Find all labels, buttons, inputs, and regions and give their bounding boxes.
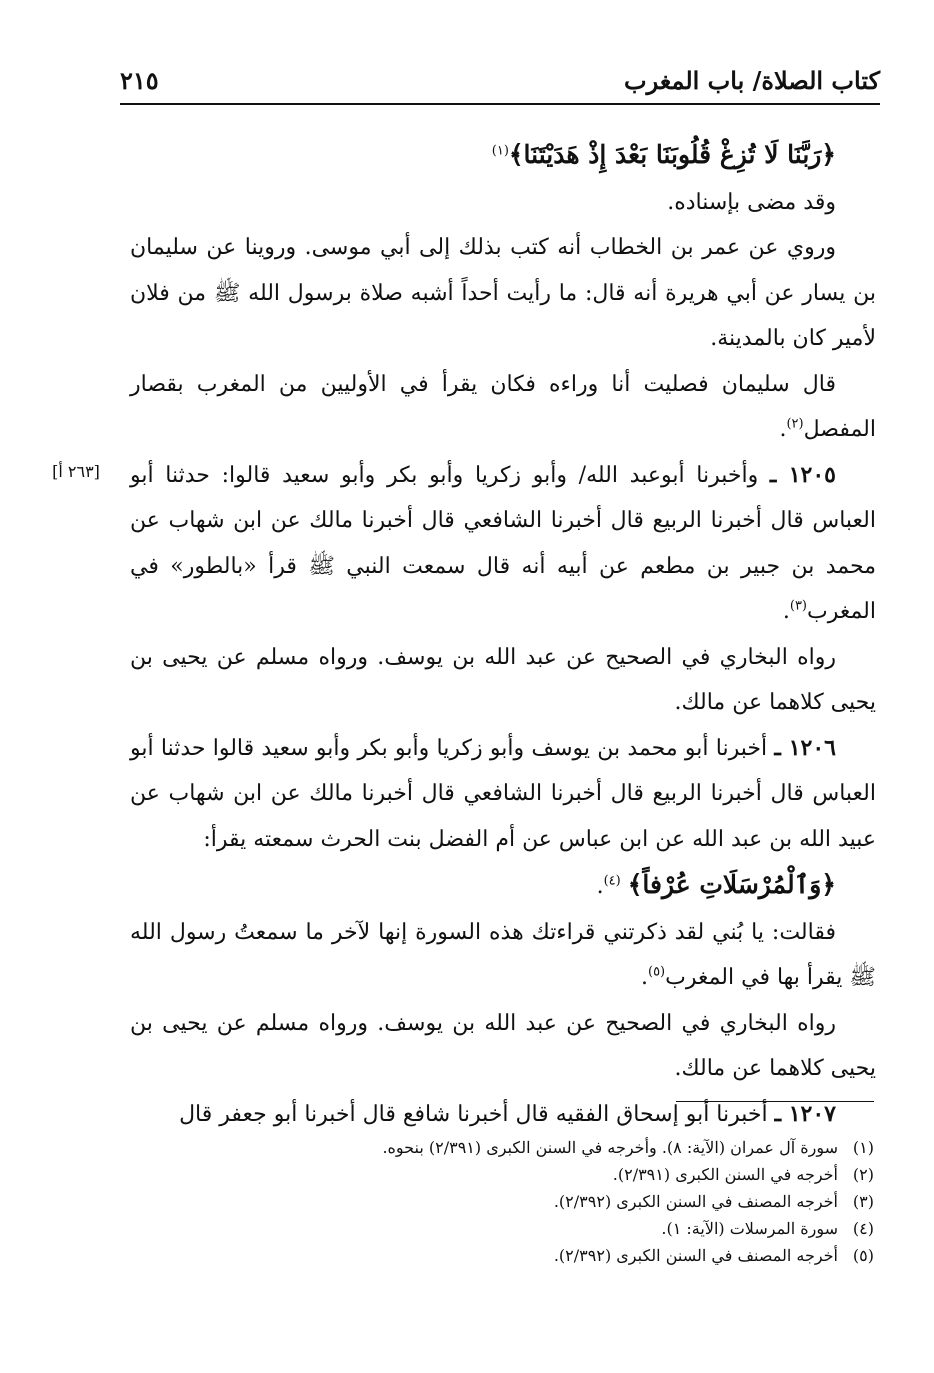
footnote-ref: (٥) <box>647 964 666 980</box>
footnote-text: أخرجه المصنف في السنن الكبرى (٢/٣٩٢). <box>553 1192 838 1211</box>
manuscript-folio-note: [٢٦٣ أ] <box>52 462 100 481</box>
hadith-1205 <box>130 453 876 635</box>
footnote-number: (١) <box>852 1138 874 1157</box>
footnote-number: (٥) <box>852 1246 874 1265</box>
footnote-item <box>280 1134 874 1161</box>
verse-line <box>130 132 876 180</box>
sentence-end: . <box>782 599 790 624</box>
paragraph <box>130 910 876 1001</box>
paragraph-text: فقالت: يا بُني لقد ذكرتني قراءتك هذه السورة إنها لآخر ما سمعتُ رسول الله ﷺ يقرأ بها في المغرب <box>130 919 876 990</box>
paragraph: وروي عن عمر بن الخطاب أنه كتب بذلك إلى أبي موسى. وروينا عن سليمان بن يسار عن أبي هريرة أنه قال: ما رأيت أحداً أشبه صلاة برسول الله ﷺ من فلان لأمير كان بالمدينة. <box>130 235 876 351</box>
paragraph: رواه البخاري في الصحيح عن عبد الله بن يوسف. ورواه مسلم عن يحيى بن يحيى كلاهما عن مالك. <box>130 1010 876 1081</box>
hadith-number: ١٢٠٦ ـ <box>774 734 836 761</box>
hadith-number: ١٢٠٥ ـ <box>769 461 836 488</box>
footnote-number: (٣) <box>852 1192 874 1211</box>
quran-verse: ﴿وَٱلْمُرْسَلَاتِ عُرْفاً﴾ <box>627 870 836 899</box>
paragraph: رواه البخاري في الصحيح عن عبد الله بن يوسف. ورواه مسلم عن يحيى بن يحيى كلاهما عن مالك. <box>130 644 876 715</box>
hadith-1206 <box>130 726 876 863</box>
main-text <box>130 132 876 1137</box>
footnote-item <box>280 1215 874 1242</box>
hadith-text: وأخبرنا أبوعبد الله/ وأبو زكريا وأبو بكر وأبو سعيد قالوا: حدثنا أبو العباس قال أخبرنا الربيع قال أخبرنا الشافعي قال أخبرنا مالك عن ابن شهاب عن محمد بن جبير بن مطعم عن أبيه أنه قال سمعت النبي ﷺ قرأ «بالطور» في المغرب <box>130 462 876 624</box>
footnote-ref: (٤) <box>603 873 621 889</box>
footnote-number: (٤) <box>852 1219 874 1238</box>
sentence-end: . <box>596 874 604 899</box>
paragraph-text: قال سليمان فصليت أنا وراءه فكان يقرأ في الأوليين من المغرب بقصار المفصل <box>130 371 876 442</box>
footnotes <box>280 1134 874 1269</box>
footnote-ref: (١) <box>491 143 509 159</box>
running-header <box>120 62 880 102</box>
footnote-ref: (٢) <box>786 416 804 432</box>
paragraph: وقد مضى بإسناده. <box>667 189 836 215</box>
sentence-end: . <box>779 417 787 442</box>
chapter-title: كتاب الصلاة/ باب المغرب <box>624 66 880 95</box>
header-divider <box>120 103 880 105</box>
page-number: ٢١٥ <box>120 66 159 95</box>
footnote-ref: (٣) <box>789 598 807 614</box>
hadith-number: ١٢٠٧ ـ <box>774 1100 836 1127</box>
footnote-text: سورة المرسلات (الآية: ١). <box>661 1219 838 1238</box>
footnote-number: (٢) <box>852 1165 874 1184</box>
hadith-1207 <box>130 1092 876 1138</box>
footnote-text: أخرجه المصنف في السنن الكبرى (٢/٣٩٢). <box>553 1246 838 1265</box>
hadith-text: أخبرنا أبو محمد بن يوسف وأبو زكريا وأبو بكر وأبو سعيد قالوا حدثنا أبو العباس قال أخبرنا الربيع قال أخبرنا الشافعي قال أخبرنا مالك عن ابن شهاب عن عبيد الله بن عبد الله عن ابن عباس عن أم الفضل بنت الحرث سمعته يقرأ: <box>130 735 876 852</box>
hadith-text: أخبرنا أبو إسحاق الفقيه قال أخبرنا شافع قال أخبرنا أبو جعفر قال <box>179 1101 768 1127</box>
paragraph <box>130 362 876 453</box>
footnote-item <box>280 1161 874 1188</box>
quran-verse: ﴿رَبَّنَا لَا تُزِغْ قُلُوبَنَا بَعْدَ إِذْ هَدَيْتَنَا﴾ <box>508 140 836 169</box>
sentence-end: . <box>640 965 648 990</box>
footnote-item <box>280 1242 874 1269</box>
footnote-text: سورة آل عمران (الآية: ٨). وأخرجه في السنن الكبرى (٢/٣٩١) بنحوه. <box>382 1138 838 1157</box>
verse-line <box>130 862 876 910</box>
footnote-text: أخرجه في السنن الكبرى (٢/٣٩١). <box>612 1165 838 1184</box>
footnote-item <box>280 1188 874 1215</box>
footnote-divider <box>676 1101 874 1102</box>
